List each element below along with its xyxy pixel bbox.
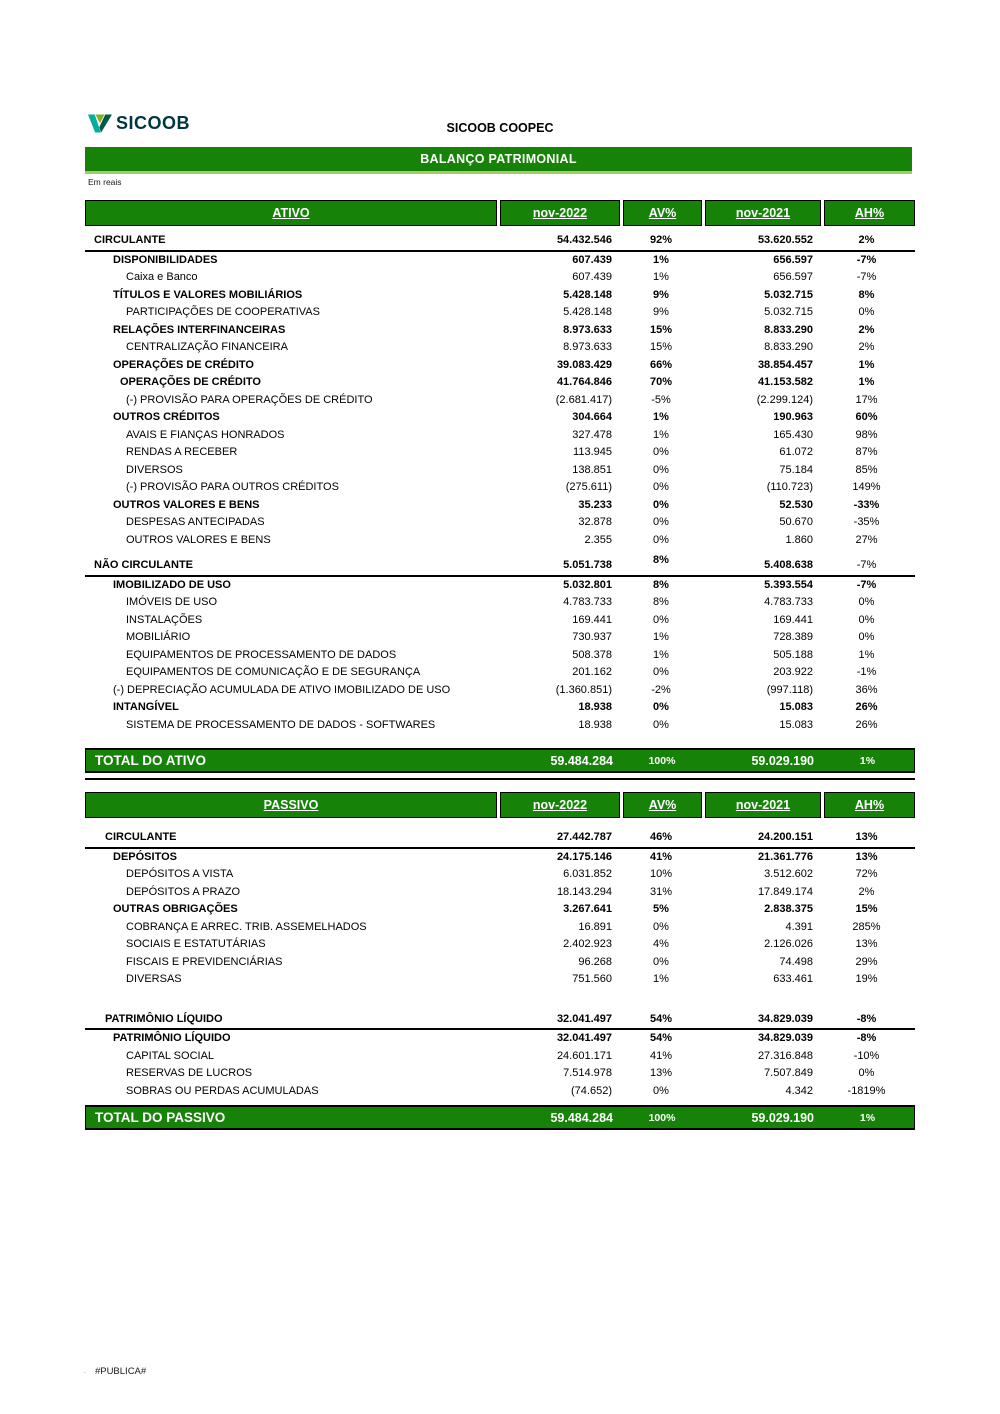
- ativo-section-header: ATIVO: [85, 200, 497, 226]
- value-nov-2022: 35.233: [578, 498, 612, 511]
- value-nov-2022: 4.783.733: [563, 596, 612, 608]
- value-nov-2021: 74.498: [779, 955, 813, 968]
- column-header-nov-2022: nov-2022: [500, 200, 620, 226]
- value-av-percent: 66%: [649, 358, 673, 371]
- value-ah-percent: -1%: [856, 666, 877, 678]
- value-nov-2021: 5.393.554: [764, 578, 813, 591]
- value-av-percent: 1%: [653, 253, 669, 266]
- value-av-percent: 54%: [649, 1032, 673, 1044]
- value-av-percent: 31%: [649, 885, 673, 898]
- value-nov-2021: 2.838.375: [764, 903, 813, 915]
- value-av-percent: 0%: [653, 718, 669, 731]
- value-nov-2022: 18.143.294: [556, 885, 612, 898]
- value-nov-2021: (2.299.124): [756, 393, 813, 406]
- row-label: DISPONIBILIDADES: [113, 253, 218, 266]
- value-av-percent: 0%: [653, 533, 669, 546]
- row-label: PATRIMÔNIO LÍQUIDO: [113, 1032, 231, 1044]
- column-header-ah: AH%: [824, 792, 915, 818]
- column-header-nov-2022: nov-2022: [500, 792, 620, 818]
- value-nov-2022: 113.945: [573, 446, 612, 458]
- value-nov-2021: 8.833.290: [764, 341, 813, 353]
- table-row: [85, 954, 915, 972]
- value-ah-percent: 2%: [858, 323, 875, 336]
- table-row: [85, 497, 915, 515]
- row-label: OUTROS VALORES E BENS: [113, 498, 260, 511]
- value-ah-percent: 149%: [852, 481, 881, 493]
- value-ah-percent: -7%: [856, 271, 877, 283]
- value-av-percent: -2%: [651, 683, 671, 696]
- row-label: RESERVAS DE LUCROS: [126, 1067, 253, 1079]
- value-av-percent: 5%: [653, 903, 669, 915]
- table-row: [85, 919, 915, 937]
- table-row: [85, 647, 915, 665]
- value-nov-2021: 656.597: [773, 253, 813, 266]
- value-ah-percent: 13%: [855, 831, 878, 843]
- total-label: TOTAL DO ATIVO: [95, 753, 206, 768]
- passivo-header-row: [85, 792, 915, 818]
- column-header-nov-2021: nov-2021: [705, 792, 821, 818]
- value-av-percent: 92%: [649, 234, 673, 246]
- row-label: CIRCULANTE: [94, 234, 166, 246]
- table-row: [85, 884, 915, 902]
- value-nov-2021: 633.461: [773, 973, 813, 985]
- value-ah-percent: 0%: [858, 631, 875, 643]
- sicoob-wordmark: SICOOB: [116, 113, 191, 133]
- table-row: [85, 699, 915, 717]
- value-nov-2021: 50.670: [779, 516, 813, 528]
- table-row: [85, 339, 915, 357]
- row-label: CENTRALIZAÇÃO FINANCEIRA: [126, 341, 288, 353]
- value-ah-percent: 15%: [855, 903, 878, 915]
- value-nov-2022: 41.764.846: [556, 376, 612, 388]
- row-label: DEPÓSITOS A PRAZO: [126, 885, 241, 898]
- value-nov-2021: 1.860: [785, 533, 813, 546]
- value-av-percent: 8%: [653, 578, 669, 591]
- value-nov-2021: 24.200.151: [757, 831, 813, 843]
- value-av-percent: 0%: [653, 666, 669, 678]
- value-nov-2022: 32.878: [578, 516, 612, 528]
- row-label: COBRANÇA E ARREC. TRIB. ASSEMELHADOS: [126, 920, 367, 933]
- row-label: DEPÓSITOS: [113, 850, 177, 863]
- value-ah-percent: 36%: [855, 683, 878, 696]
- value-nov-2021: (997.118): [766, 683, 813, 696]
- table-row: [85, 936, 915, 954]
- value-av-percent: 54%: [649, 1012, 673, 1025]
- value-nov-2022: 327.478: [572, 428, 612, 441]
- value-nov-2021: 190.963: [773, 411, 813, 423]
- table-row: [85, 444, 915, 462]
- table-row: [85, 866, 915, 884]
- total-av: 100%: [648, 755, 676, 767]
- value-nov-2021: 169.441: [773, 613, 813, 626]
- row-label: Caixa e Banco: [126, 271, 198, 283]
- row-label: FISCAIS E PREVIDENCIÁRIAS: [126, 955, 283, 968]
- value-nov-2022: 201.162: [572, 666, 612, 678]
- value-nov-2022: 5.428.148: [563, 306, 612, 318]
- row-label: MOBILIÁRIO: [126, 631, 191, 643]
- value-ah-percent: -35%: [853, 516, 880, 528]
- value-nov-2021: 728.389: [773, 631, 813, 643]
- value-av-percent: 15%: [649, 341, 673, 353]
- value-nov-2022: 607.439: [572, 271, 612, 283]
- row-label: IMOBILIZADO DE USO: [113, 578, 231, 591]
- value-nov-2022: 7.514.978: [563, 1067, 612, 1079]
- value-ah-percent: 98%: [855, 428, 878, 441]
- row-label: OUTROS CRÉDITOS: [113, 411, 220, 423]
- table-row: [85, 577, 915, 595]
- table-row: [85, 269, 915, 287]
- value-av-percent: 9%: [653, 288, 669, 301]
- value-av-percent: 1%: [653, 648, 669, 661]
- column-header-ah: AH%: [824, 200, 915, 226]
- value-nov-2021: 4.391: [785, 920, 813, 933]
- value-av-percent: 0%: [653, 516, 669, 528]
- value-ah-percent: -7%: [856, 253, 877, 266]
- value-nov-2021: 52.530: [779, 498, 813, 511]
- table-row: [85, 682, 915, 700]
- table-row: [85, 514, 915, 532]
- value-av-percent: 70%: [649, 376, 673, 388]
- passivo-section: [85, 792, 915, 1130]
- row-label: NÃO CIRCULANTE: [94, 559, 193, 571]
- value-av-percent: 10%: [649, 868, 673, 880]
- value-av-percent: 0%: [653, 1084, 669, 1097]
- value-nov-2021: 34.829.039: [757, 1032, 813, 1044]
- value-nov-2022: 27.442.787: [556, 831, 612, 843]
- value-ah-percent: 85%: [855, 463, 878, 476]
- row-label: (-) PROVISÃO PARA OPERAÇÕES DE CRÉDITO: [126, 393, 373, 406]
- value-nov-2021: 7.507.849: [764, 1067, 813, 1079]
- table-row: [85, 322, 915, 340]
- value-nov-2022: 5.428.148: [563, 288, 612, 301]
- table-row: [85, 252, 915, 270]
- row-label: OPERAÇÕES DE CRÉDITO: [120, 376, 261, 388]
- value-nov-2022: 138.851: [572, 463, 612, 476]
- value-nov-2022: 8.973.633: [563, 323, 612, 336]
- table-row: [85, 479, 915, 497]
- value-nov-2022: 6.031.852: [563, 868, 612, 880]
- row-label: PATRIMÔNIO LÍQUIDO: [105, 1012, 223, 1025]
- row-label: AVAIS E FIANÇAS HONRADOS: [126, 428, 285, 441]
- value-av-percent: 0%: [653, 920, 669, 933]
- value-nov-2022: 730.937: [572, 631, 612, 643]
- value-nov-2021: (110.723): [766, 481, 813, 493]
- table-row: [85, 554, 915, 577]
- value-ah-percent: 26%: [855, 718, 878, 731]
- value-ah-percent: 1%: [858, 358, 875, 371]
- table-row: [85, 409, 915, 427]
- value-av-percent: 8%: [653, 596, 669, 608]
- value-nov-2021: 38.854.457: [757, 358, 813, 371]
- row-label: RELAÇÕES INTERFINANCEIRAS: [113, 323, 286, 336]
- unit-note: Em reais: [88, 177, 122, 187]
- value-ah-percent: 0%: [858, 1067, 875, 1079]
- total-ativo-row: [85, 748, 915, 773]
- value-nov-2022: 508.378: [572, 648, 612, 661]
- value-nov-2021: 5.032.715: [764, 306, 813, 318]
- classification-label: #PUBLICA#: [94, 1366, 147, 1377]
- table-row: [85, 829, 915, 849]
- value-nov-2022: 18.938: [578, 718, 612, 731]
- table-row: [85, 1011, 915, 1031]
- value-nov-2022: 5.032.801: [563, 578, 612, 591]
- row-label: OPERAÇÕES DE CRÉDITO: [113, 358, 254, 371]
- table-row: [85, 392, 915, 410]
- spacer: [85, 734, 915, 748]
- row-label: DEPÓSITOS A VISTA: [126, 868, 234, 880]
- footer-dot: .: [84, 1368, 86, 1375]
- value-av-percent: 0%: [653, 613, 669, 626]
- value-nov-2022: 304.664: [572, 411, 612, 423]
- value-nov-2022: 39.083.429: [556, 358, 612, 371]
- total-value-nov-2022: 59.484.284: [550, 1111, 613, 1125]
- value-nov-2022: 751.560: [572, 973, 612, 985]
- value-ah-percent: 72%: [855, 868, 878, 880]
- value-ah-percent: 27%: [855, 533, 878, 546]
- value-ah-percent: -8%: [856, 1032, 877, 1044]
- value-av-percent: 8%: [653, 554, 669, 566]
- row-label: SISTEMA DE PROCESSAMENTO DE DADOS - SOFTWARES: [126, 718, 436, 731]
- row-label: TÍTULOS E VALORES MOBILIÁRIOS: [113, 288, 303, 301]
- value-ah-percent: 87%: [855, 446, 878, 458]
- table-row: [85, 1030, 915, 1048]
- column-header-nov-2021: nov-2021: [705, 200, 821, 226]
- value-av-percent: 15%: [649, 323, 673, 336]
- row-label: INSTALAÇÕES: [126, 613, 203, 626]
- value-nov-2022: 3.267.641: [563, 903, 612, 915]
- value-nov-2022: 54.432.546: [556, 234, 612, 246]
- table-row: [85, 1048, 915, 1066]
- row-label: EQUIPAMENTOS DE COMUNICAÇÃO E DE SEGURANÇA: [126, 666, 421, 678]
- column-header-av: AV%: [623, 200, 702, 226]
- value-ah-percent: 0%: [858, 613, 875, 626]
- row-label: RENDAS A RECEBER: [126, 446, 238, 458]
- value-nov-2022: (74.652): [571, 1084, 612, 1097]
- value-nov-2021: 8.833.290: [764, 323, 813, 336]
- value-nov-2021: 41.153.582: [757, 376, 813, 388]
- value-nov-2022: 2.402.923: [563, 938, 612, 950]
- value-nov-2022: (2.681.417): [555, 393, 612, 406]
- value-nov-2021: 656.597: [773, 271, 813, 283]
- value-ah-percent: 2%: [858, 234, 875, 246]
- passivo-section-header: PASSIVO: [85, 792, 497, 818]
- table-row: [85, 374, 915, 392]
- row-label: SOBRAS OU PERDAS ACUMULADAS: [126, 1084, 319, 1097]
- table-row: [85, 1083, 915, 1101]
- value-ah-percent: 1%: [858, 376, 875, 388]
- value-av-percent: 0%: [653, 446, 669, 458]
- total-ah: 1%: [859, 755, 876, 767]
- value-ah-percent: 19%: [855, 973, 878, 985]
- value-nov-2021: 21.361.776: [757, 850, 813, 863]
- value-ah-percent: 17%: [855, 393, 878, 406]
- table-row: [85, 532, 915, 550]
- row-label: CAPITAL SOCIAL: [126, 1049, 215, 1062]
- row-label: DESPESAS ANTECIPADAS: [126, 516, 265, 528]
- value-ah-percent: -1819%: [847, 1084, 886, 1097]
- value-nov-2022: 2.355: [584, 533, 612, 546]
- value-nov-2021: 75.184: [779, 463, 813, 476]
- value-ah-percent: -10%: [853, 1049, 880, 1062]
- table-row: [85, 594, 915, 612]
- table-row: [85, 717, 915, 735]
- ativo-header-row: [85, 200, 915, 226]
- row-label: CIRCULANTE: [105, 831, 177, 843]
- value-av-percent: 0%: [653, 481, 669, 493]
- table-row: [85, 849, 915, 867]
- row-label: (-) DEPRECIAÇÃO ACUMULADA DE ATIVO IMOBILIZADO DE USO: [113, 683, 451, 696]
- value-av-percent: 1%: [653, 631, 669, 643]
- value-av-percent: 0%: [653, 498, 669, 511]
- value-ah-percent: 13%: [855, 850, 878, 863]
- value-av-percent: -5%: [651, 393, 671, 406]
- value-nov-2021: 203.922: [773, 666, 813, 678]
- value-nov-2021: 2.126.026: [764, 938, 813, 950]
- value-av-percent: 1%: [653, 428, 669, 441]
- table-row: [85, 427, 915, 445]
- value-nov-2021: 53.620.552: [757, 234, 813, 246]
- row-label: DIVERSAS: [126, 973, 182, 985]
- value-nov-2022: 16.891: [578, 920, 612, 933]
- value-nov-2021: 17.849.174: [757, 885, 813, 898]
- row-label: PARTICIPAÇÕES DE COOPERATIVAS: [126, 306, 320, 318]
- row-label: IMÓVEIS DE USO: [126, 596, 218, 608]
- value-nov-2022: 607.439: [572, 253, 612, 266]
- value-av-percent: 9%: [653, 306, 669, 318]
- value-av-percent: 0%: [653, 955, 669, 968]
- value-nov-2021: 34.829.039: [757, 1012, 813, 1025]
- value-nov-2021: 15.083: [779, 718, 813, 731]
- value-av-percent: 41%: [649, 850, 673, 863]
- value-nov-2021: 3.512.602: [764, 868, 813, 880]
- value-ah-percent: 13%: [855, 938, 878, 950]
- table-row: [85, 304, 915, 322]
- value-av-percent: 41%: [649, 1049, 673, 1062]
- row-label: SOCIAIS E ESTATUTÁRIAS: [126, 938, 266, 950]
- value-ah-percent: 2%: [858, 341, 875, 353]
- value-ah-percent: 8%: [858, 288, 875, 301]
- value-ah-percent: 0%: [858, 306, 875, 318]
- row-label: DIVERSOS: [126, 463, 183, 476]
- value-nov-2022: 18.938: [578, 701, 612, 713]
- value-nov-2022: 96.268: [578, 955, 612, 968]
- value-nov-2022: 24.175.146: [556, 850, 612, 863]
- value-ah-percent: 26%: [855, 701, 878, 713]
- total-value-nov-2021: 59.029.190: [751, 754, 814, 768]
- value-av-percent: 1%: [653, 411, 669, 423]
- report-title-band: BALANÇO PATRIMONIAL: [85, 147, 912, 174]
- value-nov-2021: 4.783.733: [764, 596, 813, 608]
- total-passivo-row: [85, 1105, 915, 1130]
- value-av-percent: 4%: [653, 938, 669, 950]
- total-label: TOTAL DO PASSIVO: [95, 1110, 226, 1125]
- value-nov-2022: 32.041.497: [556, 1032, 612, 1044]
- table-row: [85, 629, 915, 647]
- table-row: [85, 901, 915, 919]
- passivo-body: [85, 829, 915, 1100]
- value-nov-2021: 5.032.715: [764, 288, 813, 301]
- value-nov-2022: (275.611): [565, 481, 612, 493]
- table-row: [85, 232, 915, 252]
- value-ah-percent: 2%: [858, 885, 875, 898]
- value-nov-2021: 15.083: [779, 701, 813, 713]
- total-ah: 1%: [859, 1112, 876, 1124]
- value-nov-2021: 4.342: [785, 1084, 813, 1097]
- company-title: SICOOB COOPEC: [446, 121, 554, 135]
- value-av-percent: 1%: [653, 973, 669, 985]
- value-nov-2021: 505.188: [773, 648, 813, 661]
- value-av-percent: 46%: [649, 831, 673, 843]
- value-nov-2022: 169.441: [572, 613, 612, 626]
- value-av-percent: 13%: [649, 1067, 673, 1079]
- row-label: (-) PROVISÃO PARA OUTROS CRÉDITOS: [126, 481, 339, 493]
- row-label: INTANGÍVEL: [113, 701, 179, 713]
- value-nov-2021: 165.430: [773, 428, 813, 441]
- value-nov-2021: 61.072: [779, 446, 813, 458]
- value-nov-2021: 27.316.848: [757, 1049, 813, 1062]
- table-row: [85, 664, 915, 682]
- value-ah-percent: 1%: [858, 648, 875, 661]
- tables-container: [85, 200, 915, 1130]
- value-nov-2022: (1.360.851): [555, 683, 612, 696]
- total-av: 100%: [648, 1112, 676, 1124]
- value-ah-percent: 29%: [855, 955, 878, 968]
- footer: [84, 1366, 146, 1377]
- table-row: [85, 462, 915, 480]
- value-nov-2022: 5.051.738: [563, 559, 612, 571]
- value-ah-percent: 0%: [858, 596, 875, 608]
- value-av-percent: 1%: [653, 271, 669, 283]
- value-ah-percent: -8%: [856, 1012, 877, 1025]
- column-header-av: AV%: [623, 792, 702, 818]
- value-nov-2021: 5.408.638: [764, 559, 813, 571]
- table-row: [85, 357, 915, 375]
- table-row: [85, 971, 915, 989]
- row-label: OUTRAS OBRIGAÇÕES: [113, 903, 238, 915]
- table-row: [85, 287, 915, 305]
- row-label: OUTROS VALORES E BENS: [126, 533, 271, 546]
- ativo-body: [85, 232, 915, 734]
- value-ah-percent: 285%: [852, 920, 881, 933]
- value-nov-2022: 24.601.171: [556, 1049, 612, 1062]
- value-ah-percent: -7%: [856, 578, 877, 591]
- total-value-nov-2022: 59.484.284: [550, 754, 613, 768]
- row-label: EQUIPAMENTOS DE PROCESSAMENTO DE DADOS: [126, 648, 397, 661]
- total-ativo-underline: [85, 773, 915, 780]
- value-ah-percent: 60%: [855, 411, 878, 423]
- value-ah-percent: -7%: [856, 559, 877, 571]
- value-av-percent: 0%: [653, 463, 669, 476]
- table-row: [85, 1065, 915, 1083]
- total-value-nov-2021: 59.029.190: [751, 1111, 814, 1125]
- value-nov-2022: 32.041.497: [556, 1012, 612, 1025]
- value-ah-percent: -33%: [853, 498, 880, 511]
- value-nov-2022: 8.973.633: [563, 341, 612, 353]
- table-row: [85, 612, 915, 630]
- value-av-percent: 0%: [653, 701, 669, 713]
